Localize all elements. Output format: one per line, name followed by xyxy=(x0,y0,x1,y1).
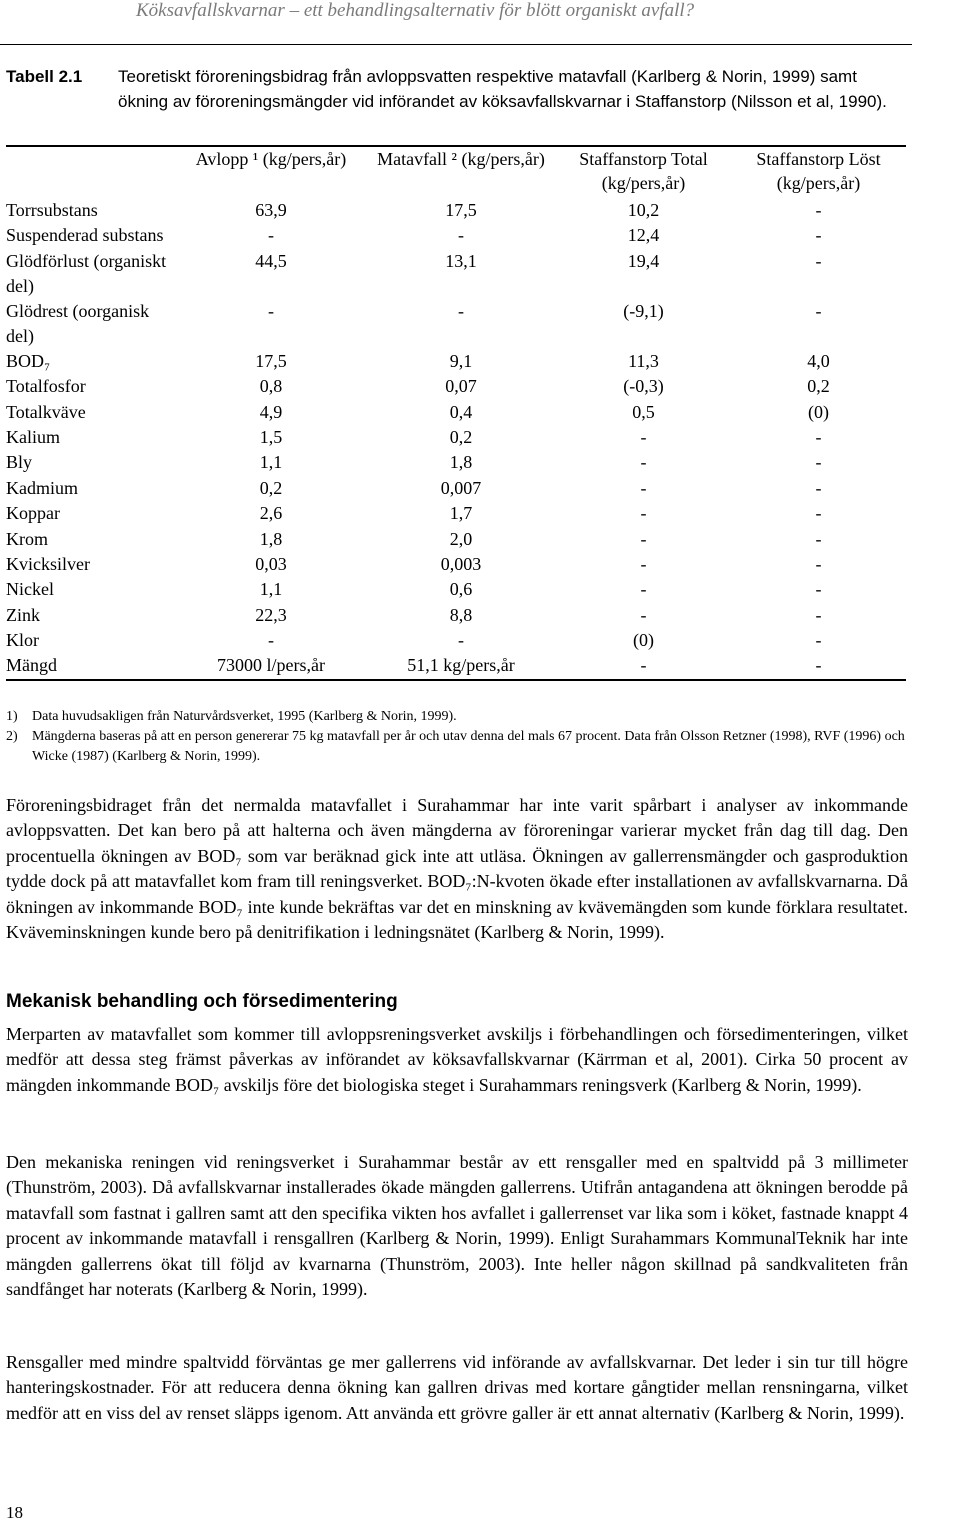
table-row xyxy=(6,450,906,475)
table-row xyxy=(6,628,906,653)
table-row xyxy=(6,374,906,399)
row-label: Zink xyxy=(6,604,40,625)
table-cell: 0,6 xyxy=(449,579,473,600)
table-row xyxy=(6,603,906,628)
table-cell: 8,8 xyxy=(449,604,473,625)
table-cell: - xyxy=(815,452,822,473)
table-cell: - xyxy=(268,225,274,246)
table-cell: - xyxy=(640,477,647,498)
table-cell: 22,3 xyxy=(255,604,287,625)
table-row xyxy=(6,299,906,349)
table-cell: 0,5 xyxy=(632,401,655,422)
table-cell: - xyxy=(815,200,822,220)
table-row xyxy=(6,223,906,248)
table-cell: - xyxy=(458,300,464,321)
header-cell: Staffanstorp Löst (kg/pers,år) xyxy=(731,146,906,198)
row-label: Kalium xyxy=(6,426,60,447)
table-cell: - xyxy=(815,250,822,271)
table-cell: 10,2 xyxy=(627,200,660,220)
table-cell: 1,5 xyxy=(259,426,283,447)
row-label: Suspenderad substans xyxy=(6,225,164,246)
page-number: 18 xyxy=(6,1503,23,1522)
table-cell: - xyxy=(458,630,464,651)
table-cell: 9,1 xyxy=(449,350,473,371)
row-label: Bly xyxy=(6,452,33,473)
table-cell: 0,8 xyxy=(259,376,283,397)
table-row xyxy=(6,349,906,374)
pollution-table xyxy=(6,145,906,681)
table-row xyxy=(6,476,906,501)
table-cell: - xyxy=(815,579,822,600)
row-label: Torrsubstans xyxy=(6,200,98,220)
table-cell: 63,9 xyxy=(255,200,287,220)
table-cell: - xyxy=(268,630,274,651)
footnote xyxy=(6,707,906,727)
row-label: Glödrest (oorganisk del) xyxy=(6,300,150,346)
table-cell: 13,1 xyxy=(445,250,477,271)
footnote-text: Data huvudsakligen från Naturvårdsverket, 1995 (Karlberg & Norin, 1999). xyxy=(32,709,457,724)
table-cell: - xyxy=(815,225,822,246)
table-cell: - xyxy=(640,579,647,600)
table-row xyxy=(6,425,906,450)
header-cell: Avlopp ¹ (kg/pers,år) xyxy=(176,146,366,198)
paragraph: Den mekaniska reningen vid reningsverket i Surahammar består av ett rensgaller med en spaltvidd på 3 millimeter (Thunström, 2003). Då avfallskvarnar installerades ökade mängden gallerrens. Utifrån antagandena att ökningen berodde på matavfall som fastnat i gallren samt att den specifika vikten hos avfallet i gallerrenset var lika som i köket, fastnade knappt 4 procent av inkommande matavfall i rensgallren (Karlberg & Norin, 1999). Enligt Surahammars KommunalTeknik har inte mängden gallerrens ökat till följd av kvarnarna (Thunström, 2003). Inte heller någon skillnad på sandkvaliteten från sandfånget har noterats (Karlberg & Norin, 1999). xyxy=(6,1152,908,1300)
table-cell: 4,0 xyxy=(807,350,830,371)
table-cell: 12,4 xyxy=(627,225,660,246)
row-label: Kvicksilver xyxy=(6,553,90,574)
row-label: Krom xyxy=(6,528,48,549)
table-cell: 17,5 xyxy=(255,350,287,371)
table-cell: - xyxy=(815,604,822,625)
table-cell: - xyxy=(815,300,822,321)
table-cell: - xyxy=(640,452,647,473)
table-cell: 73000 l/pers,år xyxy=(176,653,366,679)
table-cell: - xyxy=(556,653,731,679)
table-cell: - xyxy=(640,604,647,625)
row-label: Glödförlust (organiskt del) xyxy=(6,250,167,296)
table-cell: 0,2 xyxy=(449,426,473,447)
table-footnotes xyxy=(6,707,906,767)
page-header xyxy=(0,0,912,45)
footnote-number: 1) xyxy=(6,709,18,724)
table-cell: 19,4 xyxy=(627,250,660,271)
table-row xyxy=(6,653,906,679)
table-cell: - xyxy=(640,528,647,549)
table-cell: - xyxy=(640,503,647,524)
header-cell: Staffanstorp Total (kg/pers,år) xyxy=(556,146,731,198)
table-cell: 44,5 xyxy=(255,250,287,271)
table-row xyxy=(6,527,906,552)
table-cell: (-9,1) xyxy=(623,300,664,321)
table-cell: - xyxy=(815,553,822,574)
header-title: Köksavfallskvarnar – ett behandlingsalternativ för blött organiskt avfall? xyxy=(136,0,695,21)
table-cell: 2,6 xyxy=(259,503,283,524)
table-row xyxy=(6,577,906,602)
table-cell: - xyxy=(268,300,274,321)
paragraph: Föroreningsbidraget från det nermalda matavfallet i Surahammar har inte varit spårbart i analyser av inkommande avloppsvatten. Det kan bero på att halterna och även mängderna av föroreningar varierar mycket från dag till dag. Den procentuella ökningen av BOD₇ som var beräknad gick inte att utläsa. Ökningen av gallerrensmängder och gasproduktion tydde dock på att matavfallet kom fram till reningsverket. BOD₇:N-kvoten ökade efter installationen av avfallskvarnarna. Då ökningen av inkommande BOD₇ inte kunde bekräftas var det en minskning av kvävemängden som kunde förklara resultatet. Kväveminskningen kunde bero på denitrifikation i ledningsnätet (Karlberg & Norin, 1999). xyxy=(6,795,908,943)
row-label: Klor xyxy=(6,630,39,651)
table-row xyxy=(6,198,906,223)
table-cell: 1,7 xyxy=(449,503,473,524)
table-cell: 4,9 xyxy=(259,401,283,422)
row-label: Totalkväve xyxy=(6,401,86,422)
table-cell: 1,1 xyxy=(259,579,283,600)
table-cell: - xyxy=(640,553,647,574)
header-cell: Matavfall ² (kg/pers,år) xyxy=(366,146,556,198)
table-cell: 0,03 xyxy=(255,553,287,574)
row-label: BOD₇ xyxy=(6,350,51,371)
table-cell: (0) xyxy=(633,630,654,651)
table-cell: 0,003 xyxy=(440,553,482,574)
row-label: Kadmium xyxy=(6,477,78,498)
table-cell: 1,8 xyxy=(449,452,473,473)
table-cell: - xyxy=(815,528,822,549)
table-row xyxy=(6,501,906,526)
table-cell: - xyxy=(815,426,822,447)
table-cell: 17,5 xyxy=(445,200,477,220)
table-label: Tabell 2.1 xyxy=(6,67,83,86)
table-cell: - xyxy=(640,426,647,447)
footnote-number: 2) xyxy=(6,729,18,744)
table-cell: - xyxy=(731,653,906,679)
table-row xyxy=(6,552,906,577)
table-row xyxy=(6,400,906,425)
table-header-row xyxy=(6,146,906,198)
section-heading: Mekanisk behandling och försedimentering xyxy=(6,991,398,1012)
table-cell: - xyxy=(815,477,822,498)
table-cell: 0,07 xyxy=(445,376,477,397)
table-cell: (-0,3) xyxy=(623,376,664,397)
header-cell xyxy=(6,146,176,198)
table-cell: 2,0 xyxy=(449,528,473,549)
table-cell: - xyxy=(815,630,822,651)
table-cell: 51,1 kg/pers,år xyxy=(366,653,556,679)
row-label: Mängd xyxy=(6,653,176,679)
table-cell: 0,2 xyxy=(807,376,830,397)
table-cell: 0,2 xyxy=(259,477,283,498)
table-cell: 0,007 xyxy=(440,477,482,498)
row-label: Nickel xyxy=(6,579,54,600)
table-cell: 1,1 xyxy=(259,452,283,473)
paragraph: Merparten av matavfallet som kommer till avloppsreningsverket avskiljs i förbehandlingen och försedimenteringen, vilket medför att dessa steg främst påverkas av införandet av köksavfallskvarnar (Kärrman et al, 2001). Cirka 50 procent av mängden inkommande BOD₇ avskiljs före det biologiska steget i Surahammars reningsverk (Karlberg & Norin, 1999). xyxy=(6,1024,908,1095)
row-label: Totalfosfor xyxy=(6,376,86,397)
table-row xyxy=(6,249,906,299)
paragraph: Rensgaller med mindre spaltvidd förväntas ge mer gallerrens vid införande av avfallskvarnar. Det leder i sin tur till högre hanteringskostnader. För att reducera denna ökning kan gallren drivas med kortare gångtider mellan rensningarna, vilket medför att en viss del av renset släpps igenom. Att använda ett grövre galler är ett annat alternativ (Karlberg & Norin, 1999). xyxy=(6,1352,908,1423)
table-cell: - xyxy=(815,503,822,524)
table-cell: (0) xyxy=(808,401,829,422)
table-cell: - xyxy=(458,225,464,246)
table-caption-text: Teoretiskt föroreningsbidrag från avloppsvatten respektive matavfall (Karlberg & Norin, 1999) samt ökning av föroreningsmängder vid införandet av köksavfallskvarnar i Staffanstorp (Nilsson et al, 1990). xyxy=(118,67,887,111)
table-cell: 0,4 xyxy=(449,401,473,422)
row-label: Koppar xyxy=(6,503,60,524)
table-cell: 1,8 xyxy=(259,528,283,549)
table-cell: 11,3 xyxy=(628,350,659,371)
footnote-text: Mängderna baseras på att en person genererar 75 kg matavfall per år och utav denna del mals 67 procent. Data från Olsson Retzner (1998), RVF (1996) och Wicke (1987) (Karlberg & Norin, 1999). xyxy=(32,729,905,764)
footnote xyxy=(6,727,906,767)
